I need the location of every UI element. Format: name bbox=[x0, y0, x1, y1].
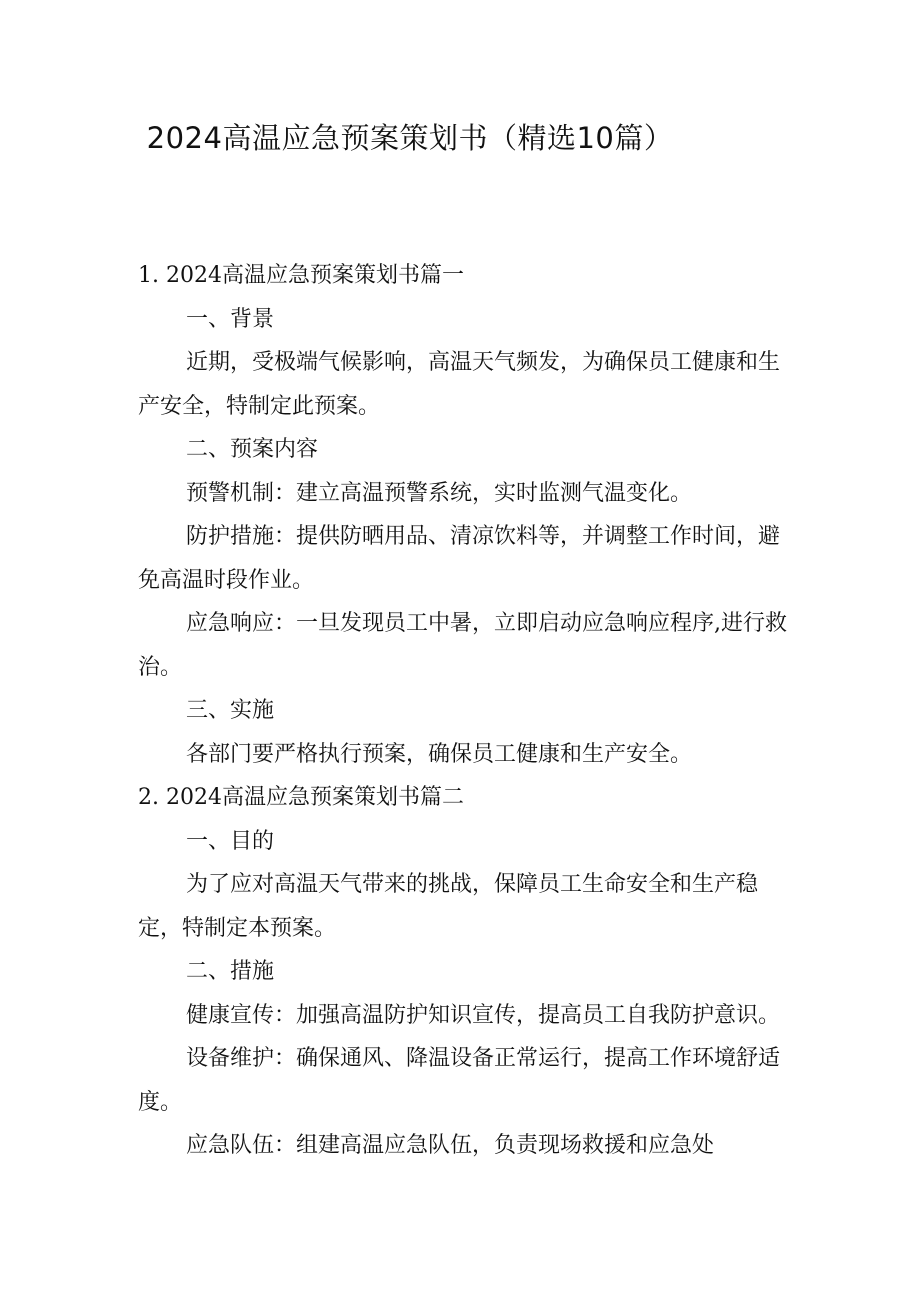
subheading-background: 一、背景 bbox=[186, 306, 275, 332]
paragraph-emergency-team: 应急队伍：组建高温应急队伍，负责现场救援和应急处 bbox=[186, 1133, 715, 1158]
document-body bbox=[138, 254, 788, 1168]
paragraph-background: 近期，受极端气候影响，高温天气频发，为确保员工健康和生产安全，特制定此预案。 bbox=[138, 350, 781, 419]
paragraph-equipment-maintenance: 设备维护：确保通风、降温设备正常运行，提高工作环境舒适度。 bbox=[138, 1046, 781, 1115]
paragraph-protective-measures: 防护措施：提供防晒用品、清凉饮料等，并调整工作时间，避免高温时段作业。 bbox=[138, 524, 781, 593]
paragraph-warning-mechanism: 预警机制：建立高温预警系统，实时监测气温变化。 bbox=[186, 480, 693, 506]
section-heading-2: 2. 2024高温应急预案策划书篇二 bbox=[138, 785, 464, 810]
subheading-purpose: 一、目的 bbox=[186, 828, 275, 854]
document-title: 2024高温应急预案策划书（精选10篇） bbox=[146, 121, 674, 155]
subheading-plan-content: 二、预案内容 bbox=[186, 437, 319, 462]
paragraph-purpose: 为了应对高温天气带来的挑战，保障员工生命安全和生产稳定，特制定本预案。 bbox=[138, 872, 759, 941]
subheading-implementation: 三、实施 bbox=[186, 698, 275, 723]
paragraph-emergency-response: 应急响应：一旦发现员工中暑，立即启动应急响应程序,进行救治。 bbox=[138, 611, 787, 680]
paragraph-health-promotion: 健康宣传：加强高温防护知识宣传，提高员工自我防护意识。 bbox=[186, 1002, 781, 1028]
section-heading-1: 1. 2024高温应急预案策划书篇一 bbox=[138, 263, 464, 288]
subheading-measures: 二、措施 bbox=[186, 959, 275, 984]
paragraph-implementation: 各部门要严格执行预案，确保员工健康和生产安全。 bbox=[186, 741, 693, 767]
